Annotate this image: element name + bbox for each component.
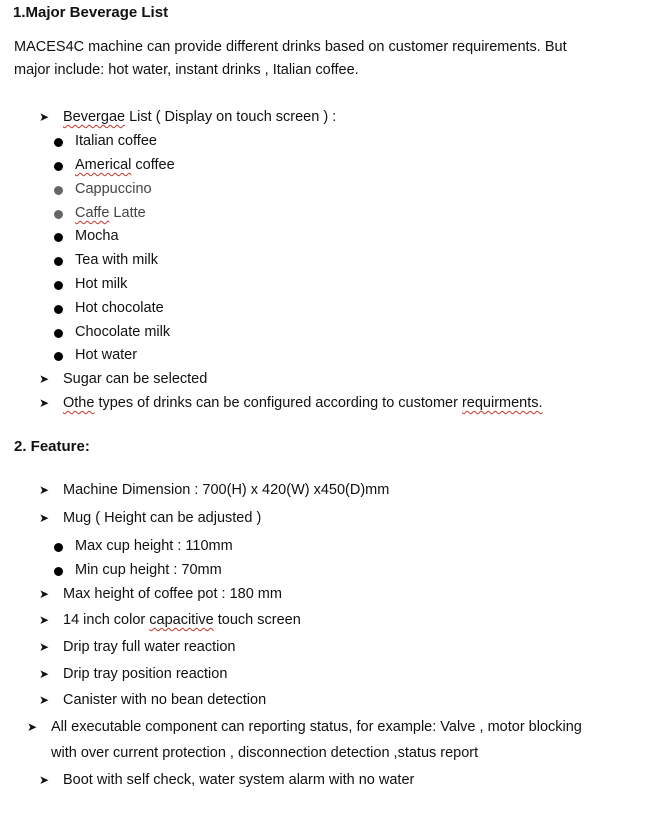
arrow-bullet-icon: ➤ [39, 110, 50, 124]
other-end: requirments. [461, 395, 543, 411]
beverage-item [75, 206, 146, 221]
feature-canister: Canister with no bean detection [63, 692, 267, 708]
beverage-item: Hot chocolate [75, 300, 164, 316]
feature-drip-position: Drip tray position reaction [63, 666, 228, 682]
screen-pre: 14 inch color [63, 612, 150, 628]
intro-line-1: MACES4C machine can provide different drinks based on customer requirements. But [14, 39, 567, 55]
beverage-item: Hot water [75, 347, 138, 363]
beverage-item-word: Caffe [75, 205, 110, 221]
beverage-item-suffix: coffee [131, 157, 175, 173]
sugar-note: Sugar can be selected [63, 371, 208, 387]
beverage-list-title-rest: List ( Display on touch screen ) : [125, 109, 337, 125]
beverage-item: Tea with milk [75, 252, 158, 268]
feature-max-pot: Max height of coffee pot : 180 mm [63, 586, 282, 602]
arrow-bullet-icon: ➤ [27, 720, 38, 734]
screen-word: capacitive [149, 612, 214, 628]
feature-min-cup: Min cup height : 70mm [75, 562, 222, 578]
arrow-bullet-icon: ➤ [39, 396, 50, 410]
round-bullet-icon [54, 138, 63, 147]
arrow-bullet-icon: ➤ [39, 693, 50, 707]
feature-drip-full: Drip tray full water reaction [63, 639, 236, 655]
beverage-item: Cappuccino [75, 181, 152, 197]
beverage-item [75, 158, 175, 173]
beverage-item: Chocolate milk [75, 324, 171, 340]
round-bullet-icon [54, 329, 63, 338]
feature-status-line-1: All executable component can reporting status, for example: Valve , motor blocking [51, 719, 582, 735]
beverage-list-title [63, 110, 336, 125]
round-bullet-icon [54, 210, 63, 219]
round-bullet-icon [54, 352, 63, 361]
other-word: Othe [63, 395, 95, 411]
beverage-list-title-word: Bevergae [63, 109, 126, 125]
arrow-bullet-icon: ➤ [39, 640, 50, 654]
beverage-item: Hot milk [75, 276, 128, 292]
other-mid: types of drinks can be configured according to customer [94, 395, 462, 411]
arrow-bullet-icon: ➤ [39, 667, 50, 681]
round-bullet-icon [54, 543, 63, 552]
feature-status-line-2: with over current protection , disconnection detection ,status report [51, 745, 479, 761]
other-drinks-note [63, 396, 543, 411]
arrow-bullet-icon: ➤ [39, 587, 50, 601]
section-1-heading: 1.Major Beverage List [13, 4, 169, 21]
arrow-bullet-icon: ➤ [39, 483, 50, 497]
arrow-bullet-icon: ➤ [39, 773, 50, 787]
feature-screen [63, 613, 301, 628]
intro-line-2: major include: hot water, instant drinks , Italian coffee. [14, 62, 359, 78]
round-bullet-icon [54, 233, 63, 242]
beverage-item-suffix: Latte [109, 205, 146, 221]
round-bullet-icon [54, 257, 63, 266]
feature-dimension: Machine Dimension : 700(H) x 420(W) x450(D)mm [63, 482, 390, 498]
round-bullet-icon [54, 186, 63, 195]
feature-mug: Mug ( Height can be adjusted ) [63, 510, 262, 526]
arrow-bullet-icon: ➤ [39, 613, 50, 627]
feature-max-cup: Max cup height : 110mm [75, 538, 233, 554]
feature-boot: Boot with self check, water system alarm with no water [63, 772, 415, 788]
round-bullet-icon [54, 567, 63, 576]
arrow-bullet-icon: ➤ [39, 372, 50, 386]
round-bullet-icon [54, 305, 63, 314]
round-bullet-icon [54, 281, 63, 290]
arrow-bullet-icon: ➤ [39, 511, 50, 525]
beverage-item-word: Americal [75, 157, 132, 173]
beverage-item: Italian coffee [75, 133, 157, 149]
screen-post: touch screen [213, 612, 301, 628]
section-2-heading: 2. Feature: [14, 438, 90, 455]
beverage-item: Mocha [75, 228, 119, 244]
round-bullet-icon [54, 162, 63, 171]
